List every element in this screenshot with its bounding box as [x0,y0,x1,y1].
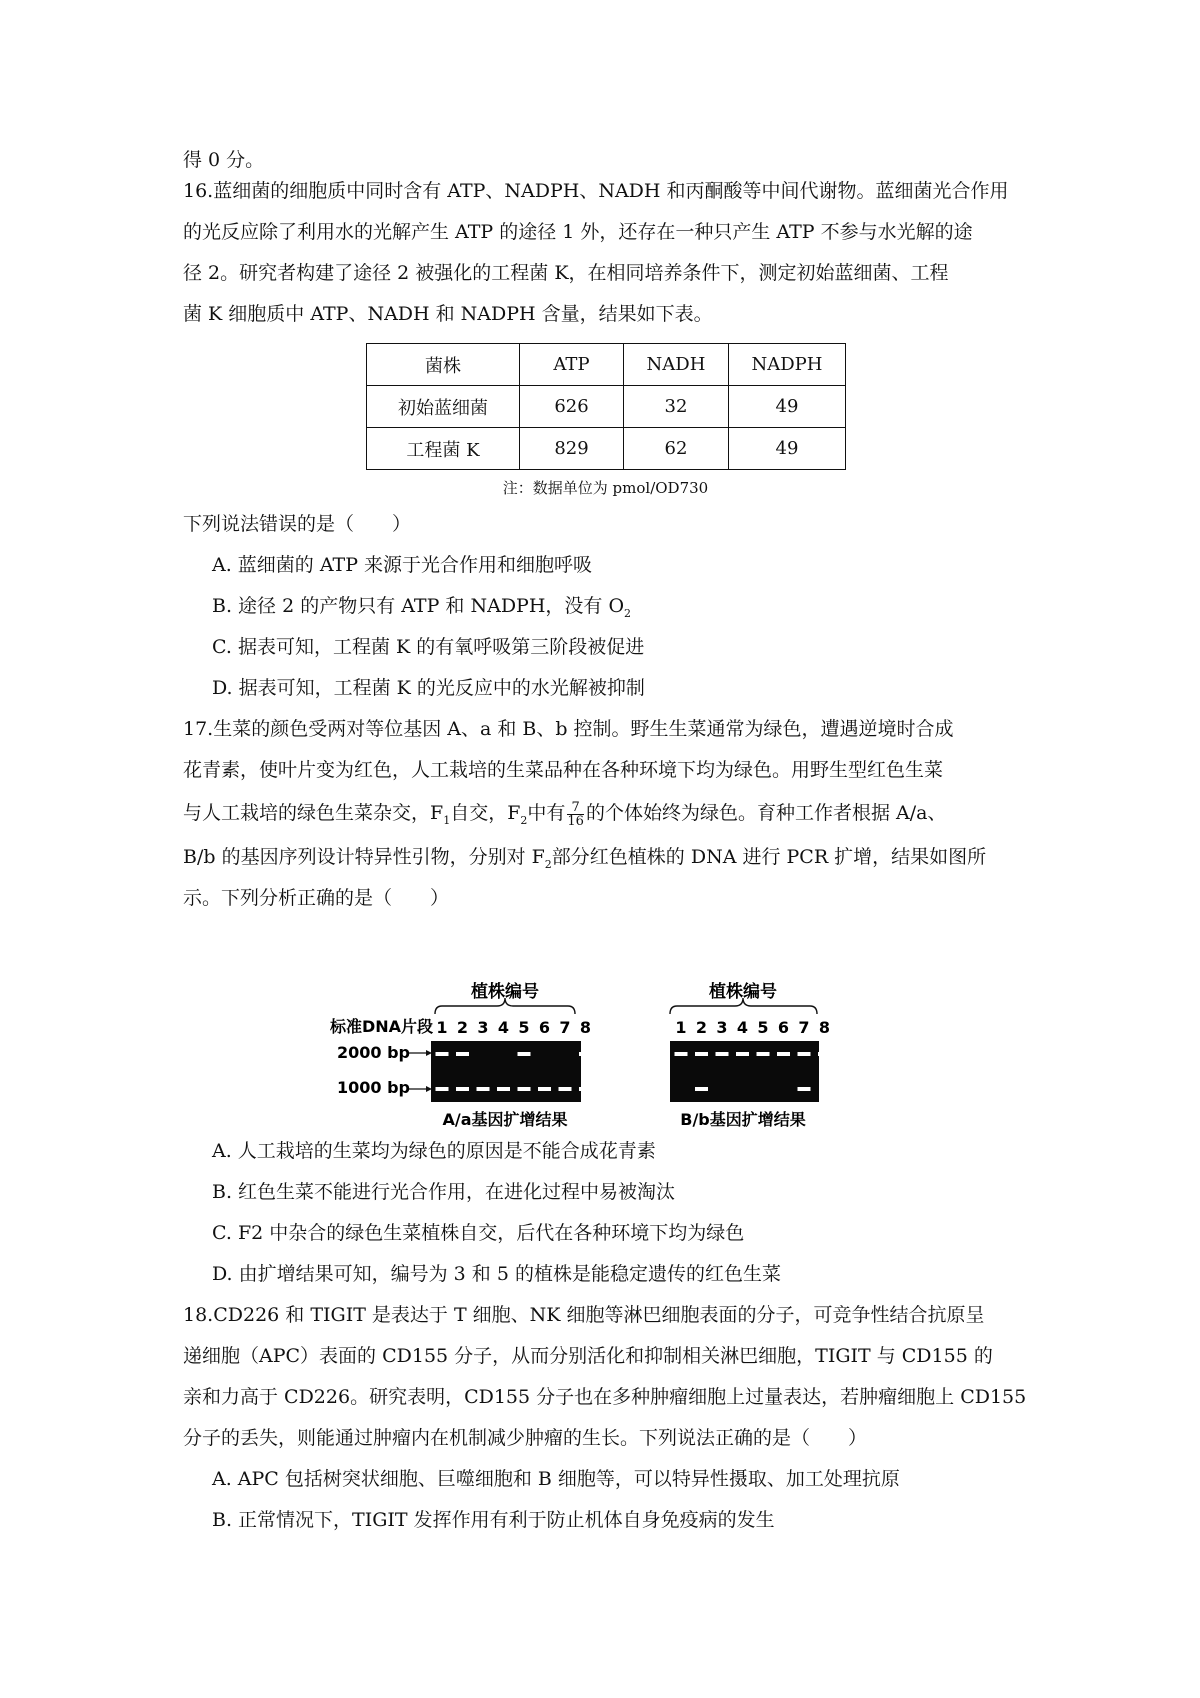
band-b-lower-lane-7 [798,1087,811,1091]
lane-number-a-3: 3 [477,1018,489,1037]
q16-line-3: 径 2。研究者构建了途径 2 被强化的工程菌 K，在相同培养条件下，测定初始蓝细菌、工程 [183,262,949,284]
q17-line-4 [183,844,986,878]
q18-line-4: 分子的丢失，则能通过肿瘤内在机制减少肿瘤的生长。下列说法正确的是（ ） [183,1427,868,1449]
q17-line-3 [183,800,946,834]
lane-number-b-2: 2 [695,1018,708,1037]
q16-line-4: 菌 K 细胞质中 ATP、NADH 和 NADPH 含量，结果如下表。 [183,303,713,325]
lane-number-b-4: 4 [736,1018,749,1037]
q17-line-3-text-b: 自交，F [450,802,521,824]
band-b-upper-lane-8 [818,1052,831,1056]
fraction-numerator: 7 [567,801,584,815]
q18-line-1: 18.CD226 和 TIGIT 是表达于 T 细胞、NK 细胞等淋巴细胞表面的分子，可竞争性结合抗原呈 [183,1304,985,1326]
band-a-lower-lane-2 [456,1087,469,1091]
table-cell: 62 [624,428,729,470]
q16-line-2: 的光反应除了利用水的光解产生 ATP 的途径 1 外，还存在一种只产生 ATP 不参与水光解的途 [183,221,973,243]
q17-line-4-text-b: 部分红色植株的 DNA 进行 PCR 扩增，结果如图所 [551,846,987,868]
q16-option-b-text: B. 途径 2 的产物只有 ATP 和 NADPH，没有 O [212,595,625,617]
lane-number-a-8: 8 [579,1018,592,1037]
lane-number-a-6: 6 [538,1018,551,1037]
table-cell: 49 [729,428,846,470]
q17-option-a: A. 人工栽培的生菜均为绿色的原因是不能合成花青素 [212,1140,656,1162]
lane-number-b-7: 7 [798,1018,810,1037]
band-a-lower-lane-8 [579,1087,592,1091]
band-a-lower-lane-6 [538,1087,551,1091]
q16-stem: 下列说法错误的是（ ） [183,513,412,535]
lane-number-a-4: 4 [497,1018,510,1037]
lane-number-b-6: 6 [777,1018,790,1037]
q18-option-a: A. APC 包括树突状细胞、巨噬细胞和 B 细胞等，可以特异性摄取、加工处理抗原 [212,1468,900,1490]
q17-option-d: D. 由扩增结果可知，编号为 3 和 5 的植株是能稳定遗传的红色生菜 [212,1263,781,1285]
plant-number-label-a: 植株编号 [471,982,539,1002]
lane-number-b-3: 3 [716,1018,728,1037]
q16-option-a: A. 蓝细菌的 ATP 来源于光合作用和细胞呼吸 [212,554,593,576]
table-row [367,428,846,470]
table-header-cell: NADPH [729,344,846,386]
lane-number-a-1: 1 [436,1018,448,1037]
band-b-upper-lane-5 [757,1052,770,1056]
q16-line-1: 16.蓝细菌的细胞质中同时含有 ATP、NADPH、NADH 和丙酮酸等中间代谢物。蓝细菌光合作用 [183,180,1009,202]
lane-number-b-5: 5 [757,1018,769,1037]
brace-a [435,998,575,1014]
band-b-upper-lane-2 [695,1052,708,1056]
q18-option-b: B. 正常情况下，TIGIT 发挥作用有利于防止机体自身免疫病的发生 [212,1509,775,1531]
lane-number-b-8: 8 [818,1018,831,1037]
gel-caption-a: A/a基因扩增结果 [442,1110,568,1129]
band-b-upper-lane-3 [716,1052,729,1056]
plant-number-label-b: 植株编号 [709,982,777,1002]
gel-b [670,1041,819,1102]
gel-caption-b: B/b基因扩增结果 [680,1110,806,1129]
table-note: 注：数据单位为 pmol/OD730 [502,479,709,497]
table-cell: 初始蓝细菌 [367,386,520,428]
fraction [567,801,584,828]
subscript: 2 [544,857,552,871]
band-a-upper-lane-1 [436,1052,449,1056]
lane-number-a-5: 5 [518,1018,530,1037]
table-header-cell: ATP [520,344,624,386]
lane-number-b-1: 1 [675,1018,687,1037]
gel-a [431,1041,581,1102]
q16-option-b [212,593,631,627]
standard-dna-label: 标准DNA片段 [330,1017,434,1036]
table-header-cell: 菌株 [367,344,520,386]
band-a-upper-lane-2 [456,1052,469,1056]
fraction-denominator: 16 [567,813,584,829]
table-cell: 626 [520,386,624,428]
band-b-upper-lane-7 [798,1052,811,1056]
band-b-upper-lane-4 [736,1052,749,1056]
subscript: 2 [520,813,528,827]
lane-number-a-2: 2 [456,1018,469,1037]
table-row [367,386,846,428]
marker-1000-label: 1000 bp [337,1078,411,1097]
band-a-upper-lane-5 [518,1052,531,1056]
q17-line-1: 17.生菜的颜色受两对等位基因 A、a 和 B、b 控制。野生生菜通常为绿色，遭遇逆境时合成 [183,718,954,740]
table-cell: 829 [520,428,624,470]
band-a-upper-lane-8 [579,1052,592,1056]
gel-figure [330,965,890,1130]
data-table [366,343,846,470]
q17-option-b: B. 红色生菜不能进行光合作用，在进化过程中易被淘汰 [212,1181,676,1203]
q18-line-2: 递细胞（APC）表面的 CD155 分子，从而分别活化和抑制相关淋巴细胞，TIGIT 与 CD155 的 [183,1345,993,1367]
q17-line-2: 花青素，使叶片变为红色，人工栽培的生菜品种在各种环境下均为绿色。用野生型红色生菜 [183,759,944,781]
table-header-cell: NADH [624,344,729,386]
band-a-lower-lane-5 [518,1087,531,1091]
q16-option-d: D. 据表可知，工程菌 K 的光反应中的水光解被抑制 [212,677,645,699]
marker-2000-label: 2000 bp [337,1043,411,1062]
table-cell: 工程菌 K [367,428,520,470]
subscript: 2 [624,606,632,620]
band-a-lower-lane-1 [436,1087,449,1091]
q17-line-3-text-d: 的个体始终为绿色。育种工作者根据 A/a、 [585,802,947,824]
q17-option-c: C. F2 中杂合的绿色生菜植株自交，后代在各种环境下均为绿色 [212,1222,745,1244]
q16-option-c: C. 据表可知，工程菌 K 的有氧呼吸第三阶段被促进 [212,636,645,658]
line-score: 得 0 分。 [183,149,265,171]
lane-number-a-7: 7 [559,1018,571,1037]
band-b-upper-lane-6 [777,1052,790,1056]
band-a-lower-lane-7 [559,1087,572,1091]
q18-line-3: 亲和力高于 CD226。研究表明，CD155 分子也在多种肿瘤细胞上过量表达，若肿瘤细胞上 CD155 [183,1386,1027,1408]
q17-line-4-text-a: B/b 的基因序列设计特异性引物，分别对 F [183,846,545,868]
q17-line-3-text-c: 中有 [527,802,566,824]
q17-line-3-text-a: 与人工栽培的绿色生菜杂交，F [183,802,444,824]
q17-line-5: 示。下列分析正确的是（ ） [183,887,450,909]
band-b-lower-lane-2 [695,1087,708,1091]
band-b-upper-lane-1 [675,1052,688,1056]
brace-b [670,998,817,1014]
band-a-lower-lane-4 [497,1087,510,1091]
band-a-lower-lane-3 [477,1087,490,1091]
table-cell: 32 [624,386,729,428]
subscript: 1 [443,813,451,827]
table-cell: 49 [729,386,846,428]
table-header-row [367,344,846,386]
